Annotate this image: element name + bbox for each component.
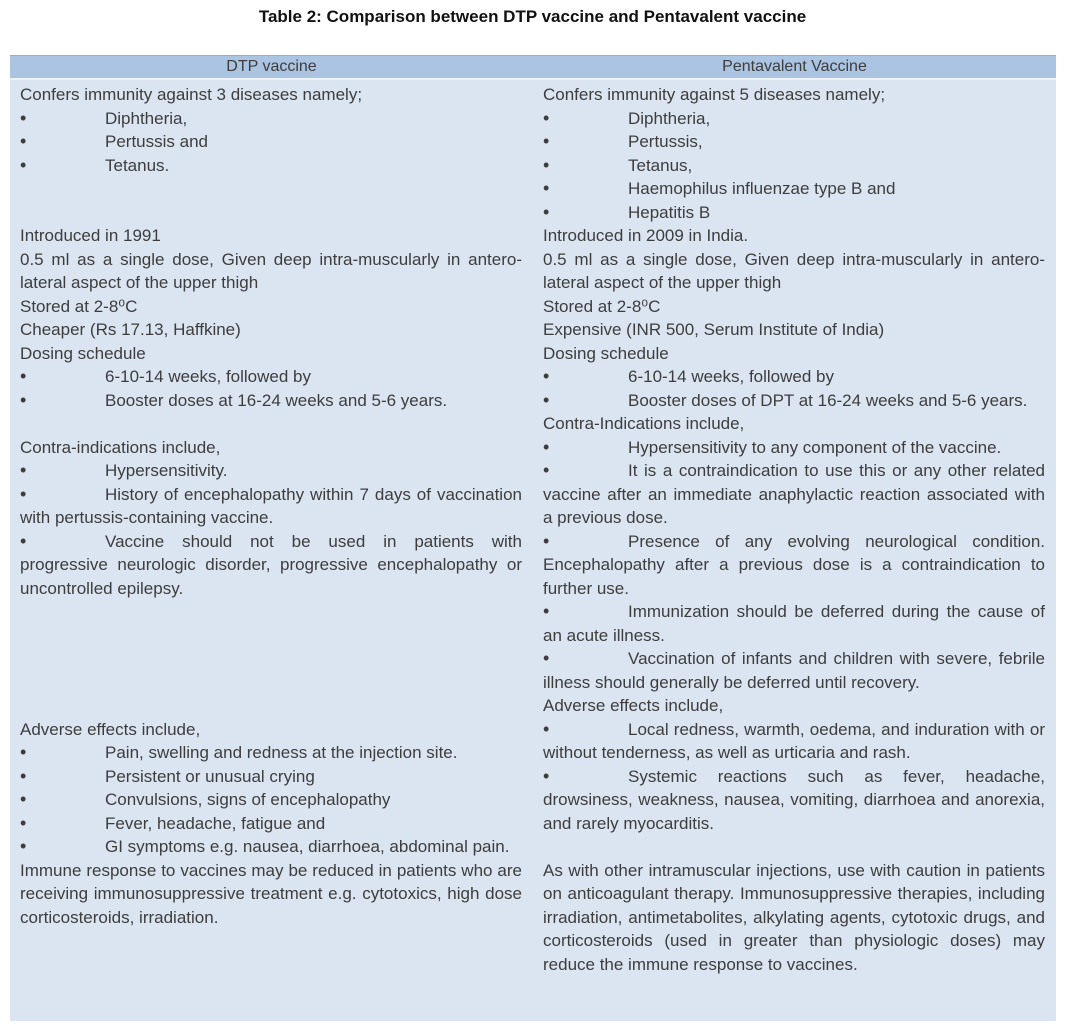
paragraph: Immune response to vaccines may be reduced in patients who are receiving immunosuppressive treatment e.g. cytotoxics, high dose corticosteroids, irradiation. bbox=[20, 860, 522, 927]
dtp-vaccine-cell bbox=[10, 80, 533, 1021]
paragraph: Cheaper (Rs 17.13, Haffkine) bbox=[20, 320, 241, 339]
bullet-icon: • bbox=[543, 389, 550, 410]
bullet-text: 6-10-14 weeks, followed by bbox=[105, 367, 312, 386]
bullet-text: Hypersensitivity to any component of the vaccine. bbox=[628, 437, 1002, 457]
bullet-item bbox=[20, 107, 522, 131]
bullet-icon: • bbox=[20, 389, 27, 410]
blank-line bbox=[543, 835, 1045, 859]
blank-line bbox=[20, 694, 522, 718]
bullet-item bbox=[20, 835, 522, 859]
bullet-text: Convulsions, signs of encephalopathy bbox=[105, 790, 391, 809]
blank-line bbox=[20, 177, 522, 201]
bullet-text: Haemophilus influenzae type B and bbox=[628, 179, 896, 198]
bullet-item bbox=[20, 788, 522, 812]
bullet-icon: • bbox=[543, 530, 550, 551]
pentavalent-vaccine-cell bbox=[533, 80, 1056, 1021]
bullet-text: Pain, swelling and redness at the injection site. bbox=[105, 743, 458, 762]
bullet-icon: • bbox=[20, 107, 27, 128]
column-header-dtp-vaccine: DTP vaccine bbox=[226, 58, 317, 75]
blank-line bbox=[20, 647, 522, 671]
bullet-icon: • bbox=[20, 483, 27, 504]
bullet-text: It is a contraindication to use this or any other related vaccine after an immediate anaphylactic reaction associated with a previous dose. bbox=[543, 461, 1045, 527]
bullet-icon: • bbox=[543, 436, 550, 457]
bullet-text: 6-10-14 weeks, followed by bbox=[628, 367, 835, 386]
bullet-item bbox=[20, 130, 522, 154]
bullet-item bbox=[543, 600, 1045, 647]
bullet-text: Vaccine should not be used in patients with progressive neurologic disorder, progressive encephalopathy or uncontrolled epilepsy. bbox=[20, 531, 522, 598]
blank-line bbox=[20, 201, 522, 225]
bullet-icon: • bbox=[20, 530, 27, 551]
bullet-item bbox=[20, 812, 522, 836]
bullet-item bbox=[20, 530, 522, 601]
bullet-icon: • bbox=[20, 812, 27, 833]
bullet-icon: • bbox=[543, 154, 550, 175]
bullet-item bbox=[543, 436, 1045, 460]
bullet-text: Immunization should be deferred during the cause of an acute illness. bbox=[543, 602, 1045, 645]
comparison-table bbox=[10, 55, 1056, 1021]
bullet-text: Local redness, warmth, oedema, and induration with or without tenderness, as well as urticaria and rash. bbox=[543, 719, 1045, 762]
bullet-icon: • bbox=[20, 131, 27, 151]
bullet-text: Booster doses of DPT at 16-24 weeks and 5-6 years. bbox=[628, 390, 1028, 410]
bullet-item bbox=[543, 365, 1045, 389]
paragraph: As with other intramuscular injections, use with caution in patients on anticoagulant therapy. Immunosuppressive therapies, including irradiation, antimetabolites, alkylating agents, cytotoxic drugs, and corticosteroids (used in greater than physiologic doses) may reduce the immune response to vaccines. bbox=[543, 860, 1045, 974]
bullet-icon: • bbox=[543, 107, 550, 128]
bullet-text: History of encephalopathy within 7 days of vaccination with pertussis-containing vaccine. bbox=[20, 484, 522, 527]
paragraph: 0.5 ml as a single dose, Given deep intra-muscularly in antero-lateral aspect of the upper thigh bbox=[20, 249, 522, 292]
bullet-text: Hypersensitivity. bbox=[105, 461, 228, 480]
bullet-item bbox=[543, 107, 1045, 131]
paragraph: Dosing schedule bbox=[543, 343, 669, 363]
bullet-icon: • bbox=[20, 366, 27, 386]
bullet-text: Fever, headache, fatigue and bbox=[105, 813, 326, 833]
bullet-icon: • bbox=[20, 460, 27, 480]
paragraph: 0.5 ml as a single dose, Given deep intra-muscularly in antero-lateral aspect of the upper thigh bbox=[543, 249, 1045, 292]
bullet-icon: • bbox=[20, 765, 27, 786]
table-header-row bbox=[10, 55, 1056, 80]
bullet-item bbox=[543, 647, 1045, 694]
bullet-item bbox=[20, 154, 522, 178]
bullet-icon: • bbox=[543, 131, 550, 151]
bullet-text: Diphtheria, bbox=[105, 108, 188, 128]
table-caption: Table 2: Comparison between DTP vaccine and Pentavalent vaccine bbox=[258, 7, 807, 26]
bullet-icon: • bbox=[543, 178, 550, 198]
bullet-item bbox=[20, 365, 522, 389]
blank-line bbox=[20, 600, 522, 624]
bullet-icon: • bbox=[20, 742, 27, 762]
bullet-item bbox=[543, 177, 1045, 201]
blank-line bbox=[20, 412, 522, 436]
bullet-icon: • bbox=[543, 201, 550, 222]
bullet-icon: • bbox=[543, 765, 550, 786]
bullet-text: Booster doses at 16-24 weeks and 5-6 years. bbox=[105, 390, 448, 410]
bullet-text: Diphtheria, bbox=[628, 108, 711, 128]
bullet-item bbox=[543, 718, 1045, 765]
paragraph: Adverse effects include, bbox=[543, 696, 724, 715]
bullet-icon: • bbox=[543, 601, 550, 621]
paragraph: Introduced in 2009 in India. bbox=[543, 226, 749, 245]
bullet-item bbox=[543, 765, 1045, 836]
paragraph: Expensive (INR 500, Serum Institute of India) bbox=[543, 320, 885, 339]
paragraph: Stored at 2-8⁰C bbox=[543, 296, 661, 316]
bullet-text: Vaccination of infants and children with severe, febrile illness should generally be deferred until recovery. bbox=[543, 649, 1045, 692]
bullet-item bbox=[20, 459, 522, 483]
bullet-text: Persistent or unusual crying bbox=[105, 766, 315, 786]
bullet-item bbox=[543, 154, 1045, 178]
blank-line bbox=[20, 624, 522, 648]
bullet-text: GI symptoms e.g. nausea, diarrhoea, abdominal pain. bbox=[105, 837, 510, 856]
bullet-item bbox=[20, 741, 522, 765]
bullet-item bbox=[543, 201, 1045, 225]
bullet-text: Systemic reactions such as fever, headache, drowsiness, weakness, nausea, vomiting, diarrhoea and anorexia, and rarely myocarditis. bbox=[543, 766, 1045, 833]
paragraph: Contra-indications include, bbox=[20, 437, 221, 457]
paragraph: Introduced in 1991 bbox=[20, 226, 161, 245]
bullet-text: Pertussis, bbox=[628, 132, 703, 151]
bullet-icon: • bbox=[20, 836, 27, 856]
bullet-text: Tetanus. bbox=[105, 155, 170, 175]
bullet-item bbox=[543, 130, 1045, 154]
bullet-item bbox=[543, 389, 1045, 413]
paragraph: Confers immunity against 5 diseases namely; bbox=[543, 85, 886, 104]
bullet-item bbox=[543, 530, 1045, 601]
bullet-item bbox=[20, 765, 522, 789]
bullet-text: Tetanus, bbox=[628, 155, 693, 175]
bullet-item bbox=[20, 389, 522, 413]
bullet-text: Hepatitis B bbox=[628, 202, 711, 222]
paragraph: Adverse effects include, bbox=[20, 719, 201, 739]
paragraph: Stored at 2-8⁰C bbox=[20, 296, 138, 316]
bullet-item bbox=[543, 459, 1045, 530]
bullet-icon: • bbox=[543, 718, 550, 739]
bullet-icon: • bbox=[20, 154, 27, 175]
paragraph: Confers immunity against 3 diseases namely; bbox=[20, 85, 363, 104]
bullet-icon: • bbox=[543, 460, 550, 480]
bullet-text: Pertussis and bbox=[105, 132, 208, 151]
bullet-text: Presence of any evolving neurological condition. Encephalopathy after a previous dose is a contraindication to further use. bbox=[543, 531, 1045, 598]
blank-line bbox=[20, 671, 522, 695]
column-header-pentavalent-vaccine: Pentavalent Vaccine bbox=[722, 58, 867, 75]
paragraph: Dosing schedule bbox=[20, 343, 146, 363]
bullet-icon: • bbox=[543, 648, 550, 668]
table-body-row bbox=[10, 80, 1056, 1021]
bullet-item bbox=[20, 483, 522, 530]
bullet-icon: • bbox=[543, 366, 550, 386]
paragraph: Contra-Indications include, bbox=[543, 414, 745, 433]
bullet-icon: • bbox=[20, 789, 27, 809]
